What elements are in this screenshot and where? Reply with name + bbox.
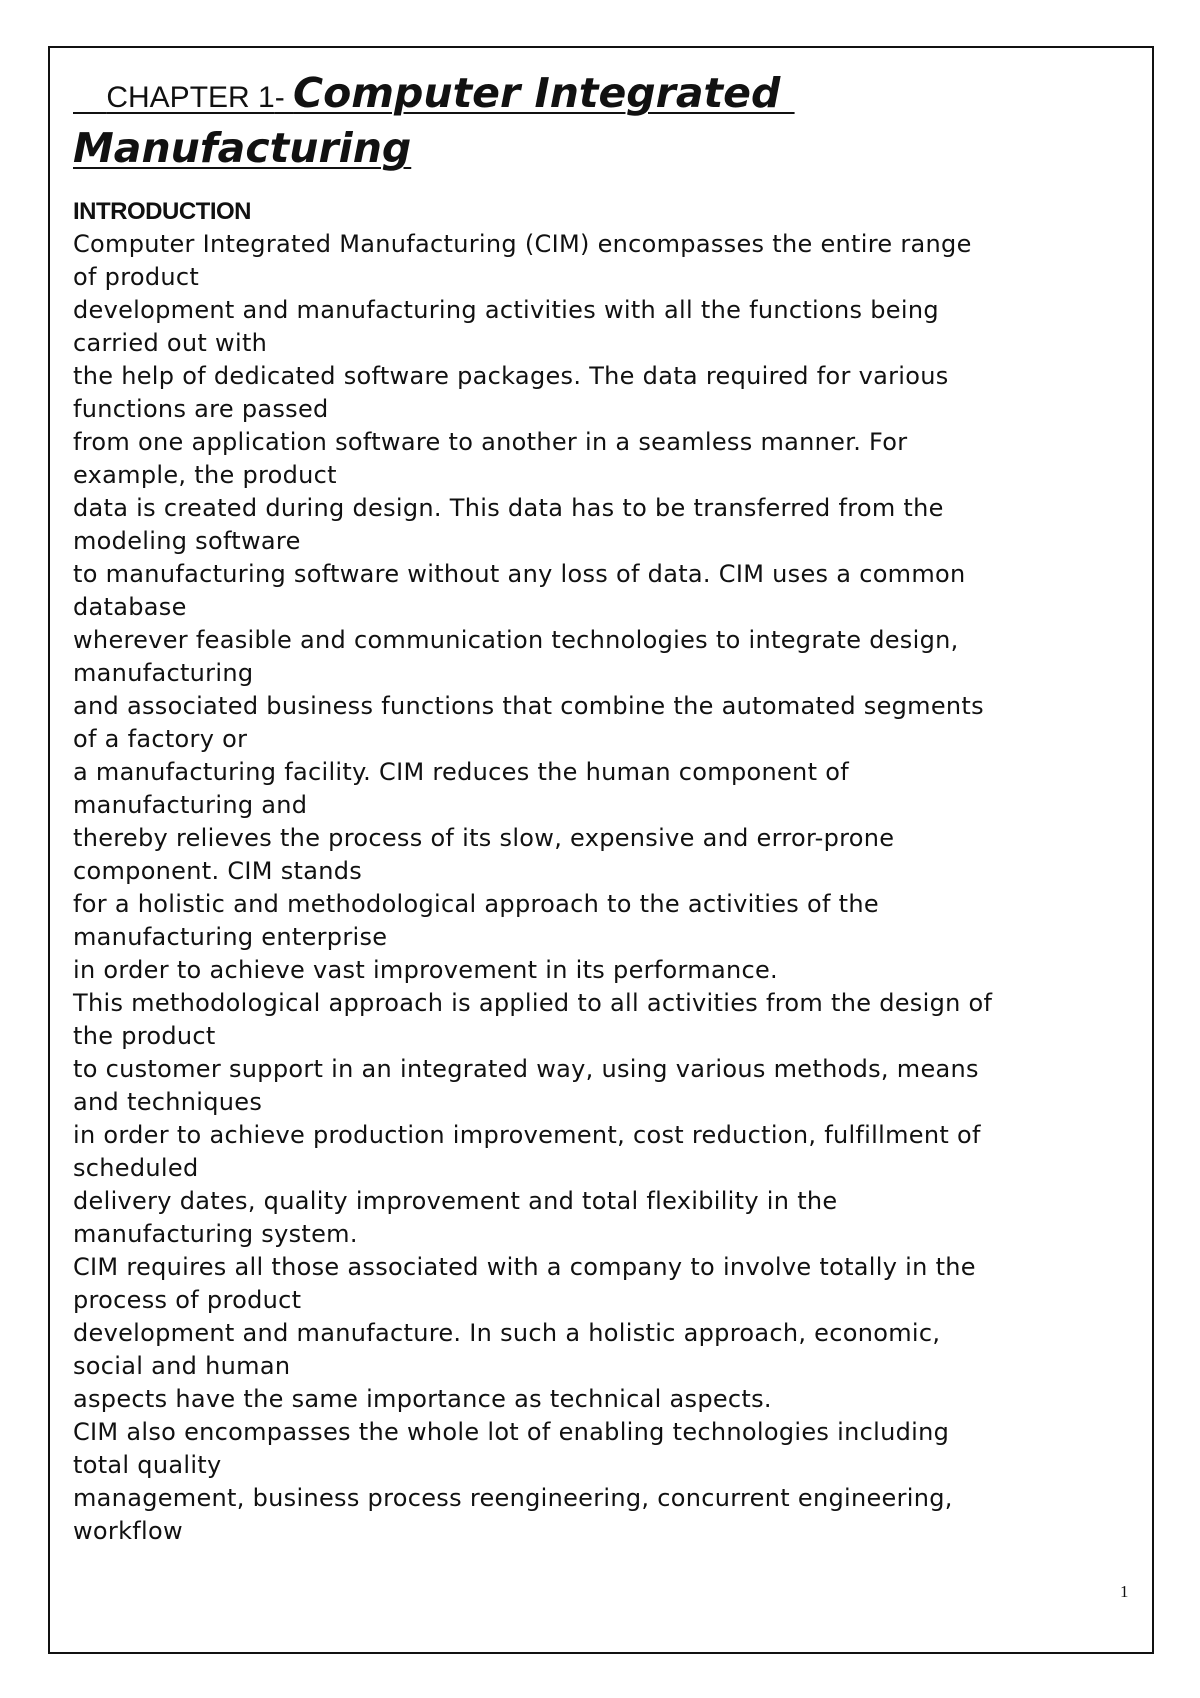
body-line: for a holistic and methodological approach to the activities of the bbox=[73, 890, 879, 918]
chapter-title-separator: - bbox=[274, 81, 294, 114]
body-line: component. CIM stands bbox=[73, 857, 363, 885]
body-line: carried out with bbox=[73, 329, 268, 357]
body-line: manufacturing and bbox=[73, 791, 308, 819]
body-line: manufacturing system. bbox=[73, 1220, 358, 1248]
body-text bbox=[73, 228, 1133, 1548]
body-line: modeling software bbox=[73, 527, 301, 555]
body-line: database bbox=[73, 593, 187, 621]
chapter-title-main-line1: Computer Integrated bbox=[293, 69, 795, 117]
body-line: delivery dates, quality improvement and total flexibility in the bbox=[73, 1187, 838, 1215]
page-content bbox=[73, 68, 1133, 1548]
body-line: This methodological approach is applied to all activities from the design of bbox=[73, 989, 993, 1017]
body-line: aspects have the same importance as technical aspects. bbox=[73, 1385, 772, 1413]
body-line: and associated business functions that combine the automated segments bbox=[73, 692, 984, 720]
body-line: to manufacturing software without any loss of data. CIM uses a common bbox=[73, 560, 966, 588]
body-line: the product bbox=[73, 1022, 216, 1050]
body-line: CIM also encompasses the whole lot of enabling technologies including bbox=[73, 1418, 950, 1446]
body-line: management, business process reengineering, concurrent engineering, bbox=[73, 1484, 953, 1512]
body-line: of product bbox=[73, 263, 200, 291]
body-line: process of product bbox=[73, 1286, 302, 1314]
body-line: example, the product bbox=[73, 461, 337, 489]
body-line: CIM requires all those associated with a company to involve totally in the bbox=[73, 1253, 976, 1281]
body-line: Computer Integrated Manufacturing (CIM) encompasses the entire range bbox=[73, 230, 972, 258]
body-line: development and manufacturing activities with all the functions being bbox=[73, 296, 939, 324]
body-line: scheduled bbox=[73, 1154, 199, 1182]
body-line: development and manufacture. In such a holistic approach, economic, bbox=[73, 1319, 941, 1347]
body-line: manufacturing enterprise bbox=[73, 923, 388, 951]
body-line: manufacturing bbox=[73, 659, 254, 687]
chapter-label: CHAPTER 1 bbox=[73, 81, 275, 114]
body-line: in order to achieve production improvement, cost reduction, fulfillment of bbox=[73, 1121, 981, 1149]
section-heading: INTRODUCTION bbox=[73, 198, 251, 225]
body-line: total quality bbox=[73, 1451, 222, 1479]
body-line: social and human bbox=[73, 1352, 291, 1380]
body-line: thereby relieves the process of its slow, expensive and error-prone bbox=[73, 824, 895, 852]
body-line: data is created during design. This data has to be transferred from the bbox=[73, 494, 944, 522]
body-line: the help of dedicated software packages. The data required for various bbox=[73, 362, 949, 390]
body-line: of a factory or bbox=[73, 725, 248, 753]
body-line: in order to achieve vast improvement in its performance. bbox=[73, 956, 778, 984]
chapter-title bbox=[73, 68, 1133, 176]
body-line: and techniques bbox=[73, 1088, 263, 1116]
chapter-title-main-line2: Manufacturing bbox=[73, 124, 412, 172]
body-line: a manufacturing facility. CIM reduces the human component of bbox=[73, 758, 849, 786]
body-line: to customer support in an integrated way, using various methods, means bbox=[73, 1055, 979, 1083]
body-line: from one application software to another in a seamless manner. For bbox=[73, 428, 908, 456]
page-number: 1 bbox=[1120, 1582, 1129, 1601]
body-line: wherever feasible and communication technologies to integrate design, bbox=[73, 626, 959, 654]
body-line: functions are passed bbox=[73, 395, 329, 423]
body-line: workflow bbox=[73, 1517, 183, 1545]
